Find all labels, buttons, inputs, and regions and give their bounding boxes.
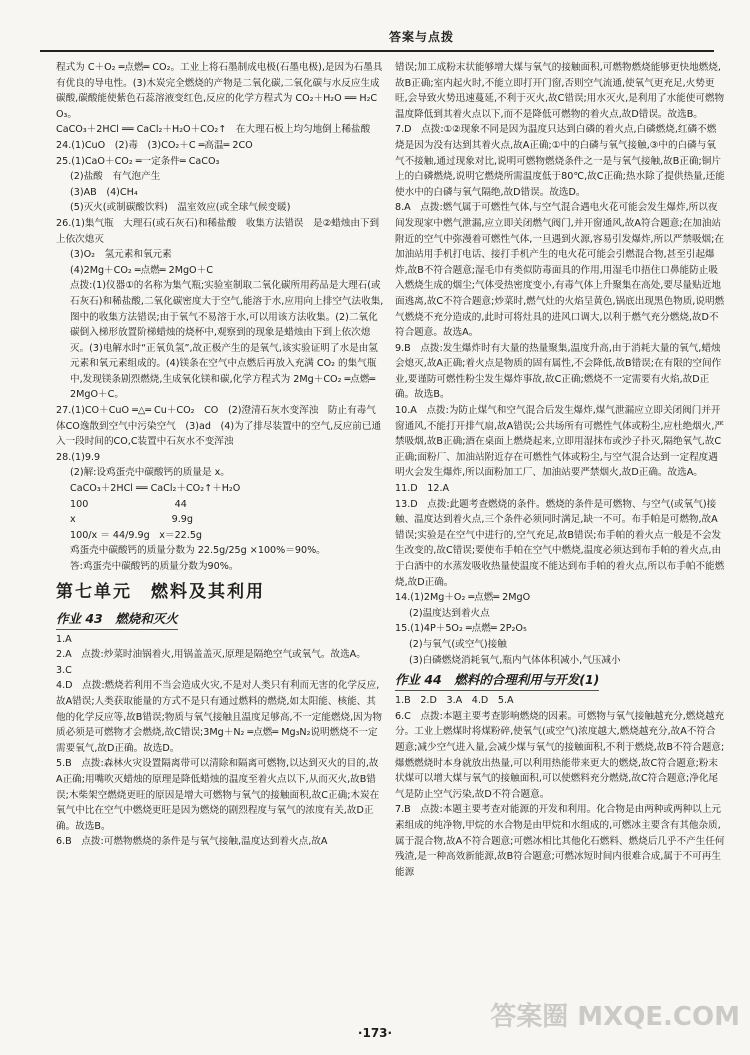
- answer-line: 26.(1)集气瓶 大理石(或石灰石)和稀盐酸 收集方法错误 是②蜡烛由下到上依次熄灭: [56, 217, 380, 245]
- answer-line: 28.(1)9.9: [56, 451, 101, 463]
- answer-line: 100/x ＝ 44/9.9g x＝22.5g: [70, 529, 203, 541]
- header-title: 答案与点拨: [388, 30, 454, 44]
- answer-line: 6.B 点拨:可燃物燃烧的条件是与氧气接触,温度达到着火点,故A: [56, 836, 328, 848]
- watermark-logo: 答案圈 MXQE.COM: [490, 1002, 740, 1032]
- hw43-lines: [56, 632, 384, 850]
- answer-line: (4)2Mg＋CO₂ ═点燃═ 2MgO＋C: [70, 264, 213, 276]
- page-number: ·173·: [357, 1026, 393, 1040]
- right-column: [395, 60, 725, 1020]
- right-lines: [395, 60, 725, 668]
- homework-44-title: 作业 44 燃料的合理利用与开发(1): [395, 670, 599, 691]
- answer-line: 15.(1)4P＋5O₂ ═点燃═ 2P₂O₅: [395, 623, 527, 635]
- answer-line: (3)O₂ 氢元素和氧元素: [70, 249, 172, 261]
- answer-line: 9.B 点拨:发生爆炸时有大量的热量聚集,温度升高,由于消耗大量的氧气,蜡烛会熄灭,故A正确;着火点是物质的固有属性,不会降低,故B错误;在有限的空间作业,要谨防可燃性粉尘发生爆炸事故,故C正确;燃烧不一定需要有火焰,故D正确。故选B。: [395, 342, 722, 401]
- left-column: [56, 60, 384, 1020]
- answer-line: 25.(1)CaO＋CO₂ ═一定条件═ CaCO₃: [56, 155, 220, 167]
- unit-title: 第七单元 燃料及其利用: [56, 581, 265, 602]
- answer-line: CaCO₃＋2HCl ══ CaCl₂＋CO₂↑＋H₂O: [70, 483, 241, 495]
- page-header: [40, 30, 714, 52]
- answer-line: 7.B 点拨:本题主要考查对能源的开发和利用。化合物是由两种或两种以上元素组成的纯净物,甲烷的水合物是由甲烷和水组成的,可燃冰主要含有其他杂质,属于混合物,故A不符合题意;可燃冰相比其他化石燃料、燃烧后几乎不产生任何残渣,是一种高效新能源,故B符合题意;可燃冰短时间内很难合成,属于不可再生能源: [395, 804, 725, 878]
- answer-line: 27.(1)CO＋CuO ═△═ Cu＋CO₂ CO (2)澄清石灰水变浑浊 防止有毒气体CO逸散到空气中污染空气 (3)ad (4)为了排尽装置中的空气,反应前已通入一段时间的CO,C装置中石灰水不变浑浊: [56, 405, 382, 448]
- answer-line: 24.(1)CuO (2)毒 (3)CO₂＋C ═高温═ 2CO: [56, 139, 253, 151]
- answer-line: 4.D 点拨:燃烧若利用不当会造成火灾,不是对人类只有利而无害的化学反应,故A错误;人类获取能量的方式不是只有通过燃料的燃烧,如太阳能、核能、其他的化学反应等,故B错误;物质与氧气接触且温度足够高,不一定能燃烧,因为物质必须是可燃物才会燃烧,故C错误;3Mg＋N₂ ═点燃═ Mg₃N₂说明燃烧不一定需要氧气,故D正确。故选D。: [56, 680, 382, 754]
- answer-line: 1.B 2.D 3.A 4.D 5.A: [395, 695, 514, 707]
- answer-line: (3)AB (4)CH₄: [70, 186, 138, 198]
- answer-line: 错误;加工成粉末状能够增大煤与氧气的接触面积,可燃物燃烧能够更快地燃烧,故B正确;室内起火时,不能立即打开门窗,否则空气流通,使氧气更充足,火势更旺,会导致火势迅速蔓延,不利于灭火,故C错误;用水灭火,是利用了水能使可燃物温度降低到其着火点以下,而不是降低可燃物的着火点,故D错误。故选B。: [395, 62, 725, 120]
- answer-line: 11.D 12.A: [395, 483, 450, 495]
- answer-line: (3)白磷燃烧消耗氧气,瓶内气体体积减小,气压减小: [409, 654, 621, 666]
- answer-line: 14.(1)2Mg＋O₂ ═点燃═ 2MgO: [395, 592, 531, 604]
- answer-line: 鸡蛋壳中碳酸钙的质量分数为 22.5g/25g ×100%＝90%。: [70, 545, 326, 557]
- answer-line: (5)灭火(或制碳酸饮料) 温室效应(或全球气候变暖): [70, 202, 291, 214]
- answer-line: 10.A 点拨:为防止煤气和空气混合后发生爆炸,煤气泄漏应立即关闭阀门并开窗通风,不能打开排气扇,故A错误;公共场所有可燃性气体或粉尘,应杜绝烟火,严禁吸烟,故B正确;酒在桌面上燃烧起来,立即用湿抹布或沙子扑灭,隔绝氧气,故C正确;面粉厂、加油站附近存在可燃性气体或粉尘,与空气混合达到一定程度遇明火会发生爆炸,所以面粉加工厂、加油站要严禁烟火,故D正确。故选A。: [395, 405, 724, 479]
- answer-line: 100 44: [70, 498, 187, 510]
- hw44-lines: [395, 693, 725, 880]
- homework-43-title: 作业 43 燃烧和灭火: [56, 609, 178, 630]
- answer-line: 3.C: [56, 664, 72, 676]
- answer-line: (2)与氧气(或空气)接触: [409, 638, 507, 650]
- answer-line: 5.B 点拨:森林火灾设置隔离带可以清除和隔离可燃物,以达到灭火的目的,故A正确;用嘴吹灭蜡烛的原理是降低蜡烛的温度至着火点以下,从而灭火,故B错误;木柴架空燃烧更旺的原因是增大可燃物与氧气的接触面积,故C正确;木炭在氧气中比在空气中燃烧更旺是因为燃烧的剧烈程度与氧气的浓度有关,故D正确。故选B。: [56, 758, 380, 832]
- answer-line: 7.D 点拨:①②现象不同是因为温度只达到白磷的着火点,白磷燃烧,红磷不燃烧是因为没有达到其着火点,故A正确;①中的白磷与氧气接触,③中的白磷与氧气不接触,通过现象对比,说明可燃物燃烧条件之一是与氧气接触,故B正确;铜片上的白磷燃烧,说明它燃烧所需温度低于80℃,故C正确;热水除了提供热量,还能使水中的白磷与氧气隔绝,故D错误。故选D。: [395, 124, 725, 198]
- answer-line: 13.D 点拨:此题考查燃烧的条件。燃烧的条件是可燃物、与空气(或氧气)接触、温度达到着火点,三个条件必须同时满足,缺一不可。布手帕是可燃物,故A错误;实验是在空气中进行的,空气充足,故B错误;布手帕的着火点一般是不会发生改变的,故C错误;要使布手帕在空气中燃烧,温度必须达到布手帕的着火点,由于白酒中的水蒸发吸收热量使温度不能达到布手帕的着火点,所以布手帕不能燃烧,故D正确。: [395, 498, 725, 588]
- left-lines: [56, 60, 384, 575]
- answer-line: (2)盐酸 有气泡产生: [70, 171, 161, 183]
- answer-line: 8.A 点拨:燃气属于可燃性气体,与空气混合遇电火花可能会发生爆炸,所以夜间发现家中燃气泄漏,应立即关闭燃气阀门,并开窗通风,故A符合题意;在加油站附近的空气中弥漫着可燃性气体,一旦遇到火源,容易引发爆炸,所以严禁吸烟;在加油站用手机打电话、接打手机产生的电火花可能会引燃混合物,甚至引起爆炸,故B不符合题意;湿毛巾有类似防毒面具的作用,用湿毛巾捂住口鼻能防止吸入燃烧生成的烟尘;气体受热密度变小,有毒气体上升聚集在高处,要尽量贴近地面逃离,故C不符合题意;炒菜时,燃气灶的火焰呈黄色,锅底出现黑色物质,说明燃气燃烧不充分造成的,此时可将灶具的进风口调大,以利于燃气充分燃烧,故D不符合题意。故选A。: [395, 202, 725, 339]
- answer-line: (2)解:设鸡蛋壳中碳酸钙的质量是 x。: [70, 467, 230, 479]
- answer-line: x 9.9g: [70, 514, 193, 526]
- answer-line: 1.A: [56, 633, 72, 645]
- answer-line: 程式为 C＋O₂ ═点燃═ CO₂。工业上将石墨制成电极(石墨电极),是因为石墨具有优良的导电性。(3)木炭完全燃烧的产物是二氧化碳,二氧化碳与水反应生成碳酸,碳酸能使紫色石蕊溶液变红色,反应的化学方程式为 CO₂＋H₂O ══ H₂CO₃。: [56, 62, 383, 120]
- answer-line: (2)温度达到着火点: [409, 607, 490, 619]
- answer-line: 答:鸡蛋壳中碳酸钙的质量分数为90%。: [70, 561, 239, 572]
- answer-line: CaCO₃＋2HCl ══ CaCl₂＋H₂O＋CO₂↑ 在大理石板上均匀地倒上稀盐酸: [56, 124, 371, 136]
- answer-line: 6.C 点拨:本题主要考查影响燃烧的因素。可燃物与氧气接触越充分,燃烧越充分。工业上燃煤时将煤粉碎,使氧气(或空气)浓度越大,燃烧越充分,故A不符合题意;减少空气进入量,会减少煤与氧气的接触面积,不利于燃烧,故B不符合题意;爆燃燃烧时本身就放出热量,可以利用热能带来更大的燃烧,故C符合题意;粉末状煤可以增大煤与氧气的接触面积,可以使燃料充分燃烧,故C符合题意;净化尾气是防止空气污染,故D不符合题意。: [395, 710, 725, 800]
- answer-line: 点拨:(1)仪器①的名称为集气瓶;实验室制取二氧化碳所用药品是大理石(或石灰石)和稀盐酸,二氧化碳密度大于空气,能溶于水,应用向上排空气法收集,图中的收集方法错误;由于氧气不易溶于水,可以用该方法收集。(2)二氧化碳倒入梯形放置阶梯蜡烛的烧杯中,观察到的现象是蜡烛由下到上依次熄灭。(3)电解水时“正氧负氢”,故正极产生的是氧气,该实验证明了水是由氢元素和氧元素组成的。(4)镁条在空气中点燃后再放入充满 CO₂ 的集气瓶中,发现镁条剧烈燃烧,生成氧化镁和碳,化学方程式为 2Mg＋CO₂ ═点燃═ 2MgO＋C。: [70, 280, 384, 401]
- answer-line: 2.A 点拨:炒菜时油锅着火,用锅盖盖灭,原理是隔绝空气或氧气。故选A。: [56, 649, 366, 661]
